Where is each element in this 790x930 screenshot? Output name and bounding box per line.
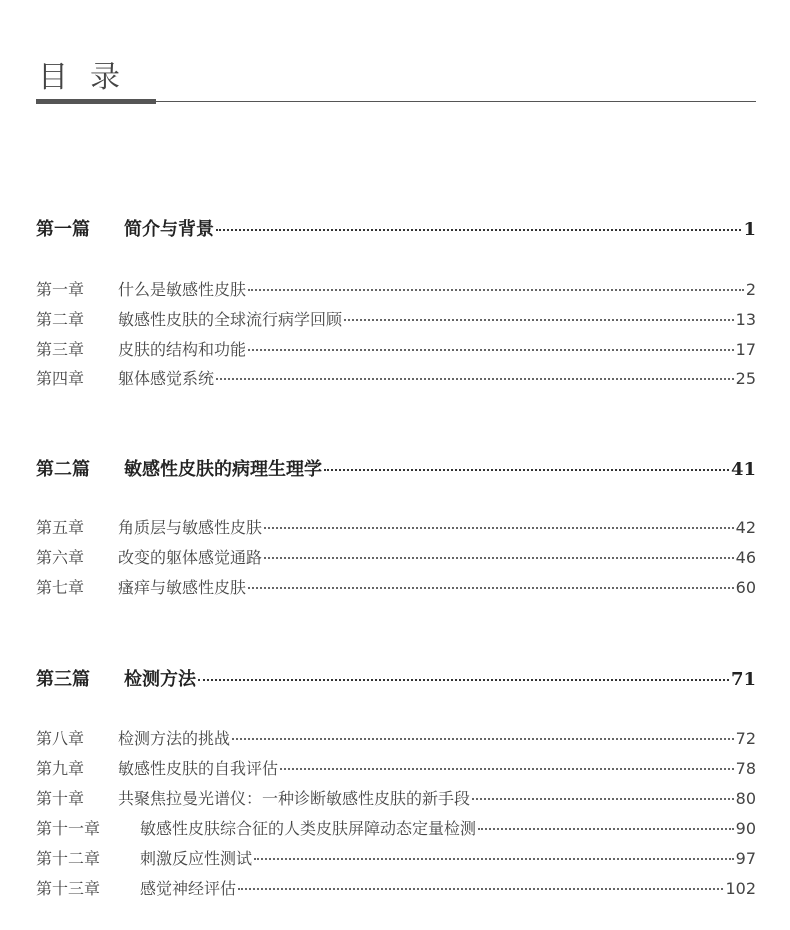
dot-leader [198, 679, 729, 681]
toc-chapter-13[interactable] [36, 876, 756, 899]
chapter-number: 第十章 [36, 789, 85, 808]
page-number: 13 [735, 310, 756, 329]
chapter-number: 第一章 [36, 280, 85, 299]
toc-chapter-8[interactable] [36, 726, 756, 749]
dot-leader [232, 738, 734, 740]
toc-part-1[interactable] [36, 215, 756, 241]
page-number: 41 [730, 459, 756, 480]
dot-leader [216, 378, 734, 380]
toc-header [36, 60, 756, 106]
toc-chapter-3[interactable] [36, 337, 756, 360]
dot-leader [324, 469, 729, 471]
page-title: 目录 [38, 60, 142, 95]
chapter-title: 敏感性皮肤的全球流行病学回顾 [118, 310, 343, 329]
toc-chapter-9[interactable] [36, 756, 756, 779]
chapter-number: 第七章 [36, 578, 85, 597]
part-title: 简介与背景 [124, 219, 214, 240]
chapter-number: 第四章 [36, 369, 85, 388]
chapter-title: 皮肤的结构和功能 [118, 340, 247, 359]
toc-chapter-6[interactable] [36, 545, 756, 568]
page-number: 97 [735, 849, 756, 868]
chapter-title: 什么是敏感性皮肤 [118, 280, 247, 299]
page-number: 90 [735, 819, 756, 838]
dot-leader [248, 587, 734, 589]
part-number: 第一篇 [36, 219, 90, 240]
dot-leader [238, 888, 723, 890]
chapter-number: 第十二章 [36, 849, 101, 868]
chapter-title: 躯体感觉系统 [118, 369, 215, 388]
chapter-number: 第五章 [36, 518, 85, 537]
title-rule-thick [36, 99, 156, 104]
chapter-number: 第二章 [36, 310, 85, 329]
part-number: 第三篇 [36, 669, 90, 690]
chapter-number: 第三章 [36, 340, 85, 359]
toc-part-2[interactable] [36, 455, 756, 481]
dot-leader [264, 527, 734, 529]
dot-leader [248, 349, 734, 351]
page-number: 71 [730, 669, 756, 690]
chapter-title: 检测方法的挑战 [118, 729, 231, 748]
chapter-title: 敏感性皮肤的自我评估 [118, 759, 279, 778]
chapter-title: 刺激反应性测试 [140, 849, 253, 868]
dot-leader [280, 768, 734, 770]
chapter-number: 第九章 [36, 759, 85, 778]
page-number: 72 [735, 729, 756, 748]
chapter-number: 第八章 [36, 729, 85, 748]
toc-chapter-1[interactable] [36, 277, 756, 300]
chapter-title: 角质层与敏感性皮肤 [118, 518, 263, 537]
toc-chapter-5[interactable] [36, 515, 756, 538]
chapter-title: 感觉神经评估 [140, 879, 237, 898]
page-number: 17 [735, 340, 756, 359]
chapter-number: 第十一章 [36, 819, 101, 838]
page-number: 60 [735, 578, 756, 597]
dot-leader [254, 858, 734, 860]
toc-chapter-7[interactable] [36, 575, 756, 598]
toc-chapter-12[interactable] [36, 846, 756, 869]
page-number: 1 [743, 219, 756, 240]
page-number: 46 [735, 548, 756, 567]
page-number: 78 [735, 759, 756, 778]
dot-leader [216, 229, 741, 231]
toc-chapter-10[interactable] [36, 786, 756, 809]
dot-leader [248, 289, 744, 291]
chapter-number: 第十三章 [36, 879, 101, 898]
chapter-title: 瘙痒与敏感性皮肤 [118, 578, 247, 597]
page-number: 2 [745, 280, 756, 299]
dot-leader [344, 319, 734, 321]
chapter-title: 改变的躯体感觉通路 [118, 548, 263, 567]
toc-chapter-2[interactable] [36, 307, 756, 330]
page-number: 80 [735, 789, 756, 808]
toc-chapter-4[interactable] [36, 366, 756, 389]
dot-leader [478, 828, 734, 830]
dot-leader [264, 557, 734, 559]
chapter-title: 敏感性皮肤综合征的人类皮肤屏障动态定量检测 [140, 819, 477, 838]
toc-part-3[interactable] [36, 665, 756, 691]
page-number: 102 [725, 879, 756, 898]
dot-leader [472, 798, 734, 800]
part-title: 敏感性皮肤的病理生理学 [124, 459, 322, 480]
chapter-title: 共聚焦拉曼光谱仪：一种诊断敏感性皮肤的新手段 [118, 789, 471, 808]
page-number: 42 [735, 518, 756, 537]
chapter-number: 第六章 [36, 548, 85, 567]
part-title: 检测方法 [124, 669, 196, 690]
part-number: 第二篇 [36, 459, 90, 480]
page-number: 25 [735, 369, 756, 388]
title-underline [36, 98, 756, 106]
toc-chapter-11[interactable] [36, 816, 756, 839]
